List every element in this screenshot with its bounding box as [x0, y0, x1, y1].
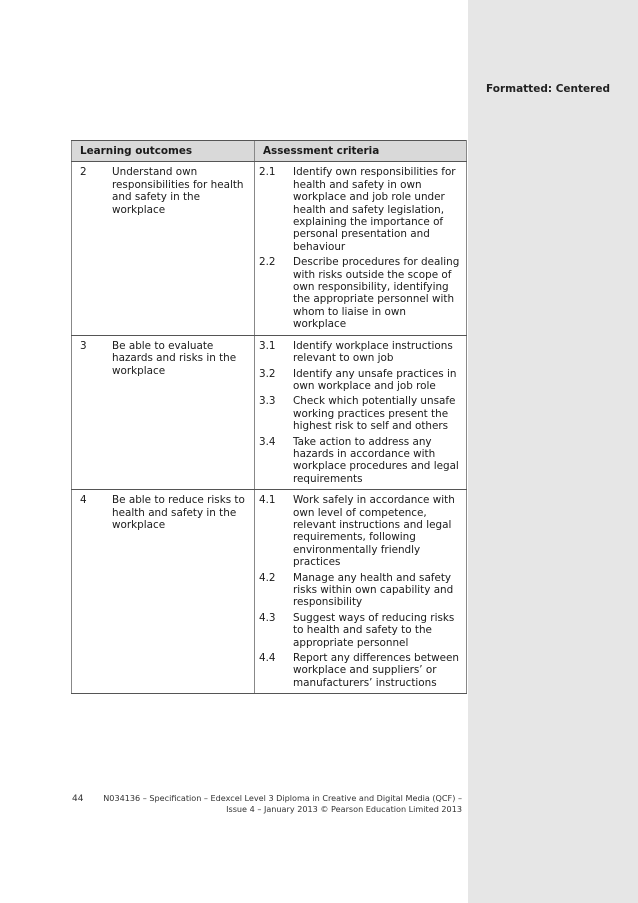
assessment-criteria-cell: [255, 162, 467, 335]
assessment-criteria-cell: [255, 335, 467, 489]
criterion-item: [255, 572, 466, 609]
criterion-text: Identify workplace instructions relevant to own job: [293, 339, 453, 365]
criterion-text: Suggest ways of reducing risks to health and safety to the appropriate personnel: [293, 611, 455, 649]
assessment-criteria-header: Assessment criteria: [255, 141, 467, 162]
criterion-text: Take action to address any hazards in accordance with workplace procedures and legal requirements: [293, 435, 459, 485]
comment-margin-panel: [468, 0, 638, 903]
criterion-item: [255, 340, 466, 365]
learning-outcome-cell: [72, 335, 255, 489]
criterion-item: [255, 652, 466, 689]
format-comment-label: Formatted: Centered: [486, 83, 610, 95]
criterion-text: Identify own responsibilities for health and safety in own workplace and job role under health and safety legislation, explaining the importance of personal presentation and behaviour: [293, 166, 456, 253]
criterion-number: 3.4: [259, 435, 276, 448]
criterion-text: Check which potentially unsafe working practices present the highest risk to self and others: [293, 395, 456, 433]
criterion-item: [255, 166, 466, 253]
criterion-number: 3.2: [259, 367, 276, 380]
footer-line-1: N034136 – Specification – Edexcel Level 3 Diploma in Creative and Digital Media (QCF) –: [103, 793, 462, 803]
criterion-number: 3.1: [259, 339, 276, 352]
criterion-text: Identify any unsafe practices in own workplace and job role: [293, 367, 457, 392]
assessment-criteria-cell: [255, 490, 467, 694]
criterion-item: [255, 612, 466, 649]
criterion-text: Manage any health and safety risks within own capability and responsibility: [293, 571, 454, 609]
page-footer: [82, 793, 462, 815]
outcome-number: 2: [80, 166, 87, 179]
outcome-number: 4: [80, 494, 87, 507]
outcome-number: 3: [80, 339, 87, 352]
criterion-item: [255, 368, 466, 393]
learning-outcome-cell: [72, 490, 255, 694]
criterion-item: [255, 395, 466, 432]
criterion-number: 4.4: [259, 652, 276, 665]
criterion-item: [255, 436, 466, 486]
criterion-number: 4.3: [259, 611, 276, 624]
criterion-number: 4.2: [259, 571, 276, 584]
table-header-row: [72, 141, 467, 162]
criterion-number: 2.2: [259, 256, 276, 269]
learning-outcomes-header: Learning outcomes: [72, 141, 255, 162]
criterion-number: 4.1: [259, 494, 276, 507]
footer-line-2: Issue 4 – January 2013 © Pearson Education Limited 2013: [226, 804, 462, 814]
table-row: [72, 490, 467, 694]
table-row: [72, 162, 467, 335]
criterion-text: Work safely in accordance with own level of competence, relevant instructions and legal requirements, following environmentally friendly practices: [293, 494, 455, 569]
page-number: 44: [72, 794, 84, 804]
learning-outcomes-table: [71, 140, 467, 694]
outcome-text: Be able to evaluate hazards and risks in the workplace: [112, 339, 237, 377]
outcome-text: Understand own responsibilities for health and safety in the workplace: [112, 166, 244, 216]
criterion-text: Describe procedures for dealing with risks outside the scope of own responsibility, identifying the appropriate personnel with whom to liaise in own workplace: [293, 256, 460, 331]
learning-outcome-cell: [72, 162, 255, 335]
criterion-number: 2.1: [259, 166, 276, 179]
table-row: [72, 335, 467, 489]
criterion-number: 3.3: [259, 395, 276, 408]
outcome-text: Be able to reduce risks to health and safety in the workplace: [112, 494, 245, 531]
criterion-item: [255, 256, 466, 330]
criterion-item: [255, 494, 466, 568]
criterion-text: Report any differences between workplace and suppliers’ or manufacturers’ instructions: [293, 652, 459, 689]
